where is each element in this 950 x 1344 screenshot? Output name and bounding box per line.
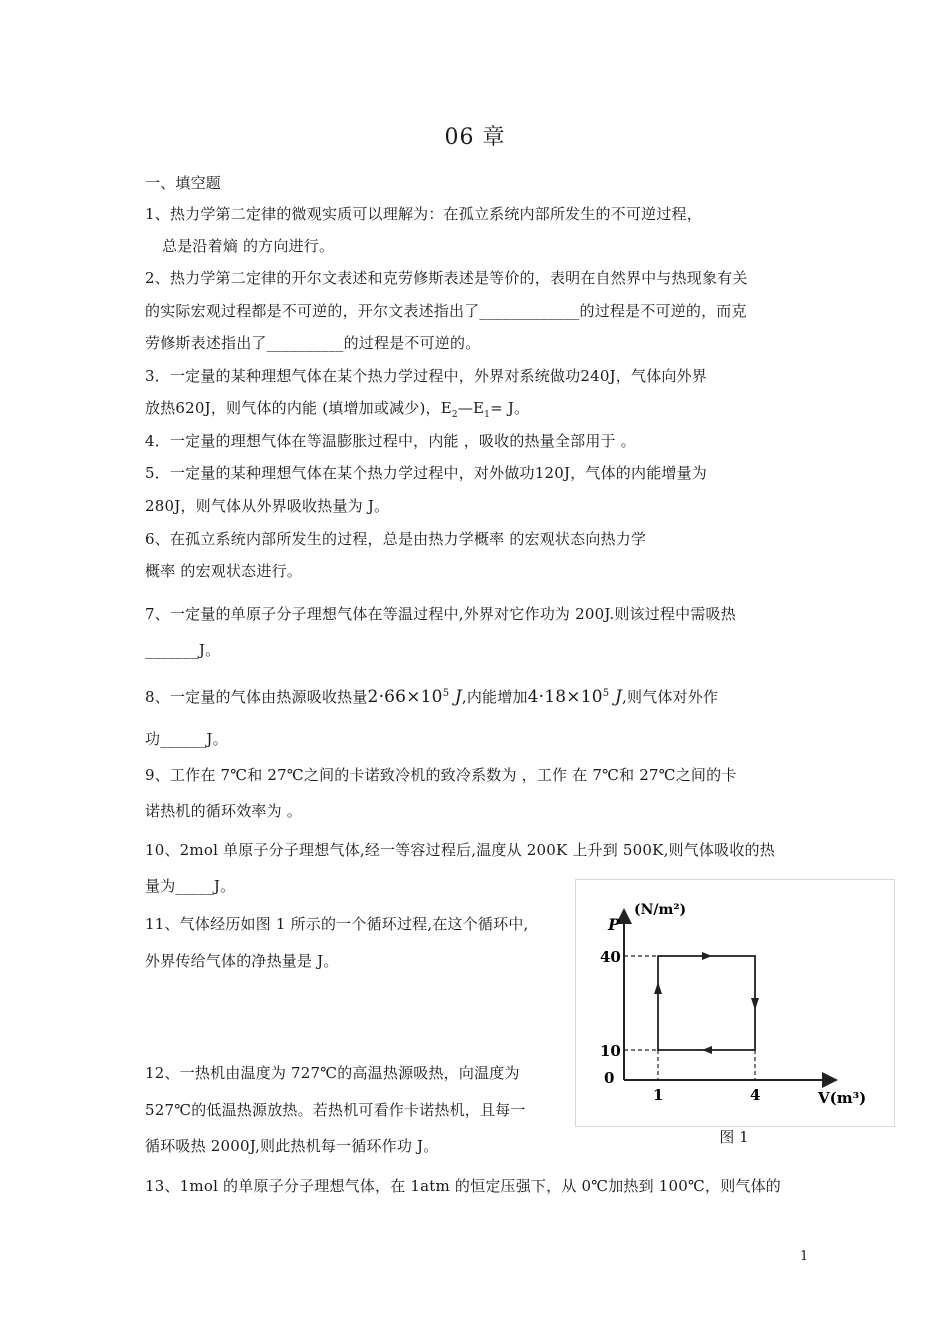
q1-line1: 1、热力学第二定律的微观实质可以理解为：在孤立系统内部所发生的不可逆过程， [145, 205, 702, 223]
q3-dash: —E [457, 399, 485, 417]
q9-line1: 9、工作在 7℃和 27℃之间的卡诺致冷机的致冷系数为 ，工作 在 7℃和 27℃之间的卡 [145, 766, 737, 784]
y-tick-0: 0 [604, 1069, 615, 1087]
v-axis-label: V(m³) [818, 1089, 867, 1107]
q6-line2: 概率 的宏观状态进行。 [145, 562, 302, 580]
q8-post: ,则气体对外作 [621, 688, 719, 706]
x-tick-1: 1 [653, 1086, 664, 1104]
q8-line2: 功______J。 [145, 730, 228, 748]
subscript-2: 2 [451, 410, 458, 420]
q2-line1: 2、热力学第二定律的开尔文表述和克劳修斯表述是等价的，表明在自然界中与热现象有关 [145, 269, 748, 287]
q3-line2 [145, 398, 529, 425]
arrow-right [702, 952, 712, 960]
q8-heat-exponent: 5 [442, 688, 450, 699]
p-axis-label: P [608, 915, 621, 934]
q8-heat-unit: J [454, 687, 462, 707]
q10-line1: 10、2mol 单原子分子理想气体,经一等容过程后,温度从 200K 上升到 500K,则气体吸收的热 [145, 841, 775, 859]
pv-cycle-figure [575, 879, 895, 1127]
subscript-1: 1 [484, 410, 491, 420]
q9-line2: 诺热机的循环效率为 。 [145, 802, 302, 820]
q3-line2-tail: = J。 [490, 399, 530, 417]
q3-line1: 3．一定量的某种理想气体在某个热力学过程中，外界对系统做功240J，气体向外界 [145, 367, 707, 385]
q5-line2: 280J，则气体从外界吸收热量为 J。 [145, 497, 390, 515]
q8-energy-exponent: 5 [602, 688, 610, 699]
q8-heat-value [368, 687, 462, 707]
q8-energy-value [528, 687, 622, 707]
q8-pre: 8、一定量的气体由热源吸收热量 [145, 688, 368, 706]
q12-line2: 527℃的低温热源放热。若热机可看作卡诺热机，且每一 [145, 1101, 526, 1119]
p-unit-label: (N/m²) [634, 902, 687, 918]
q2-line2: 的实际宏观过程都是不可逆的，开尔文表述指出了_____________的过程是不可逆的，而克 [145, 302, 747, 320]
q5-line1: 5．一定量的某种理想气体在某个热力学过程中，对外做功120J，气体的内能增量为 [145, 464, 707, 482]
q1-line2: 总是沿着熵 的方向进行。 [162, 237, 335, 255]
x-tick-4: 4 [750, 1086, 761, 1104]
q6-line1: 6、在孤立系统内部所发生的过程，总是由热力学概率 的宏观状态向热力学 [145, 530, 647, 548]
pv-diagram [576, 880, 894, 1126]
q4-line1: 4．一定量的理想气体在等温膨胀过程中，内能 ，吸收的热量全部用于 。 [145, 432, 636, 450]
q8-energy-mantissa: 4·18×10 [527, 687, 603, 707]
y-tick-10: 10 [600, 1042, 621, 1060]
figure-caption: 图 1 [719, 1128, 749, 1146]
arrow-left [702, 1046, 712, 1054]
q7-line1: 7、一定量的单原子分子理想气体在等温过程中,外界对它作功为 200J.则该过程中需吸热 [145, 605, 736, 623]
q12-line1: 12、一热机由温度为 727℃的高温热源吸热，向温度为 [145, 1064, 520, 1082]
y-tick-40: 40 [600, 948, 621, 966]
cycle-path [658, 956, 755, 1050]
chapter-title: 06 章 [444, 125, 506, 150]
q2-line3: 劳修斯表述指出了__________的过程是不可逆的。 [145, 334, 481, 352]
q10-line2: 量为_____J。 [145, 877, 236, 895]
arrow-down [751, 998, 759, 1010]
q8-energy-unit: J [614, 687, 622, 707]
q8-mid: ,内能增加 [461, 688, 528, 706]
page-number: 1 [800, 1249, 809, 1264]
q3-line2-text: 放热620J，则气体的内能 (填增加或减少)，E [145, 399, 452, 417]
q8-heat-mantissa: 2·66×10 [367, 687, 443, 707]
q8-line1 [145, 684, 718, 707]
q11-line1: 11、气体经历如图 1 所示的一个循环过程,在这个循环中, [145, 915, 529, 933]
arrow-up [654, 982, 662, 994]
q11-line2: 外界传给气体的净热量是 J。 [145, 952, 339, 970]
section-heading: 一、填空题 [145, 174, 222, 192]
q12-line3: 循环吸热 2000J,则此热机每一循环作功 J。 [145, 1137, 439, 1155]
q13-line1: 13、1mol 的单原子分子理想气体，在 1atm 的恒定压强下，从 0℃加热到 100℃，则气体的 [145, 1177, 781, 1195]
q7-line2: _______J。 [145, 641, 221, 659]
